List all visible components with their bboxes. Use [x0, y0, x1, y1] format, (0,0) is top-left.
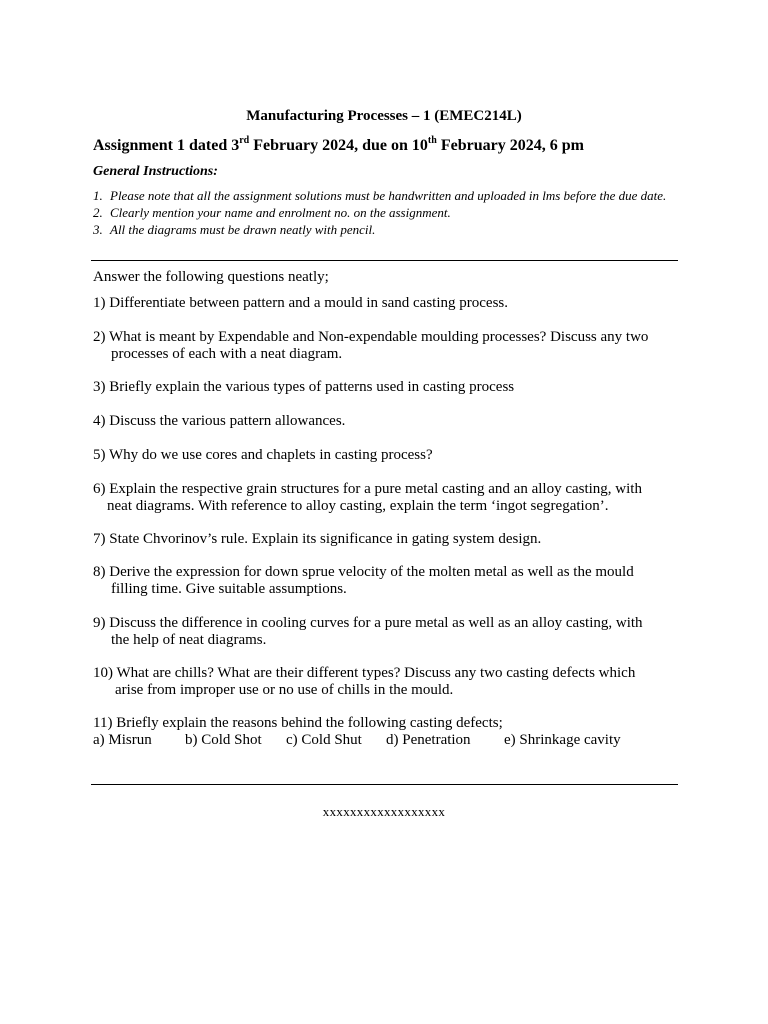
- assignment-end: February 2024, 6 pm: [436, 137, 584, 154]
- question-text: 4) Discuss the various pattern allowances.: [93, 413, 346, 429]
- question-item: [93, 531, 683, 548]
- question-item: [93, 379, 683, 396]
- assignment-heading: [93, 137, 584, 155]
- end-mark: xxxxxxxxxxxxxxxxxx: [322, 804, 446, 819]
- question-continuation: processes of each with a neat diagram.: [111, 346, 343, 362]
- instruction-number: 3.: [93, 222, 103, 237]
- question-continuation: the help of neat diagrams.: [111, 632, 267, 648]
- instructions-list: [93, 187, 673, 238]
- defect-item: a) Misrun: [93, 732, 152, 748]
- instruction-text: Clearly mention your name and enrolment no. on the assignment.: [110, 205, 451, 220]
- question-item: [93, 295, 683, 312]
- instruction-text: All the diagrams must be drawn neatly with pencil.: [110, 222, 376, 237]
- questions-intro: Answer the following questions neatly;: [93, 269, 329, 285]
- question-text: 1) Differentiate between pattern and a mould in sand casting process.: [93, 295, 508, 311]
- assignment-due-suffix: th: [427, 135, 437, 146]
- question-item: [93, 564, 683, 598]
- instruction-number: 1.: [93, 188, 103, 203]
- instruction-text: Please note that all the assignment solutions must be handwritten and uploaded in lms before the due date.: [110, 188, 667, 203]
- defect-item: d) Penetration: [386, 732, 471, 748]
- question-item: [93, 715, 683, 732]
- instruction-item: [93, 187, 673, 204]
- question-text: 9) Discuss the difference in cooling curves for a pure metal as well as an alloy casting, with: [93, 615, 643, 631]
- question-text: 7) State Chvorinov’s rule. Explain its significance in gating system design.: [93, 531, 542, 547]
- question-text: 11) Briefly explain the reasons behind the following casting defects;: [93, 715, 503, 731]
- defect-item: b) Cold Shot: [185, 732, 262, 748]
- instruction-item: [93, 204, 673, 221]
- divider-top: [91, 260, 678, 261]
- question-continuation: neat diagrams. With reference to alloy casting, explain the term ‘ingot segregation’.: [107, 498, 609, 514]
- question-item: [93, 413, 683, 430]
- assignment-prefix: Assignment 1 dated 3: [93, 137, 240, 154]
- question-item: [93, 329, 683, 363]
- assignment-mid: February 2024, due on 10: [249, 137, 428, 154]
- question-text: 5) Why do we use cores and chaplets in casting process?: [93, 447, 433, 463]
- question-text: 3) Briefly explain the various types of patterns used in casting process: [93, 379, 515, 395]
- question-text: 10) What are chills? What are their different types? Discuss any two casting defects which: [93, 665, 636, 681]
- question-continuation: arise from improper use or no use of chills in the mould.: [115, 682, 454, 698]
- question-text: 8) Derive the expression for down sprue velocity of the molten metal as well as the mould: [93, 564, 634, 580]
- general-instructions-heading: General Instructions:: [93, 164, 218, 179]
- assignment-date-suffix: rd: [239, 135, 250, 146]
- question-continuation: filling time. Give suitable assumptions.: [111, 581, 347, 597]
- defect-item: c) Cold Shut: [286, 732, 362, 748]
- question-item: [93, 665, 683, 699]
- question-item: [93, 447, 683, 464]
- defect-item: e) Shrinkage cavity: [504, 732, 621, 748]
- question-text: 6) Explain the respective grain structures for a pure metal casting and an alloy casting, with: [93, 481, 642, 497]
- question-item: [93, 615, 683, 649]
- course-title: Manufacturing Processes – 1 (EMEC214L): [246, 108, 522, 124]
- instruction-item: [93, 221, 673, 238]
- divider-bottom: [91, 784, 678, 785]
- question-item: [93, 481, 683, 515]
- instruction-number: 2.: [93, 205, 103, 220]
- question-text: 2) What is meant by Expendable and Non-expendable moulding processes? Discuss any two: [93, 329, 649, 345]
